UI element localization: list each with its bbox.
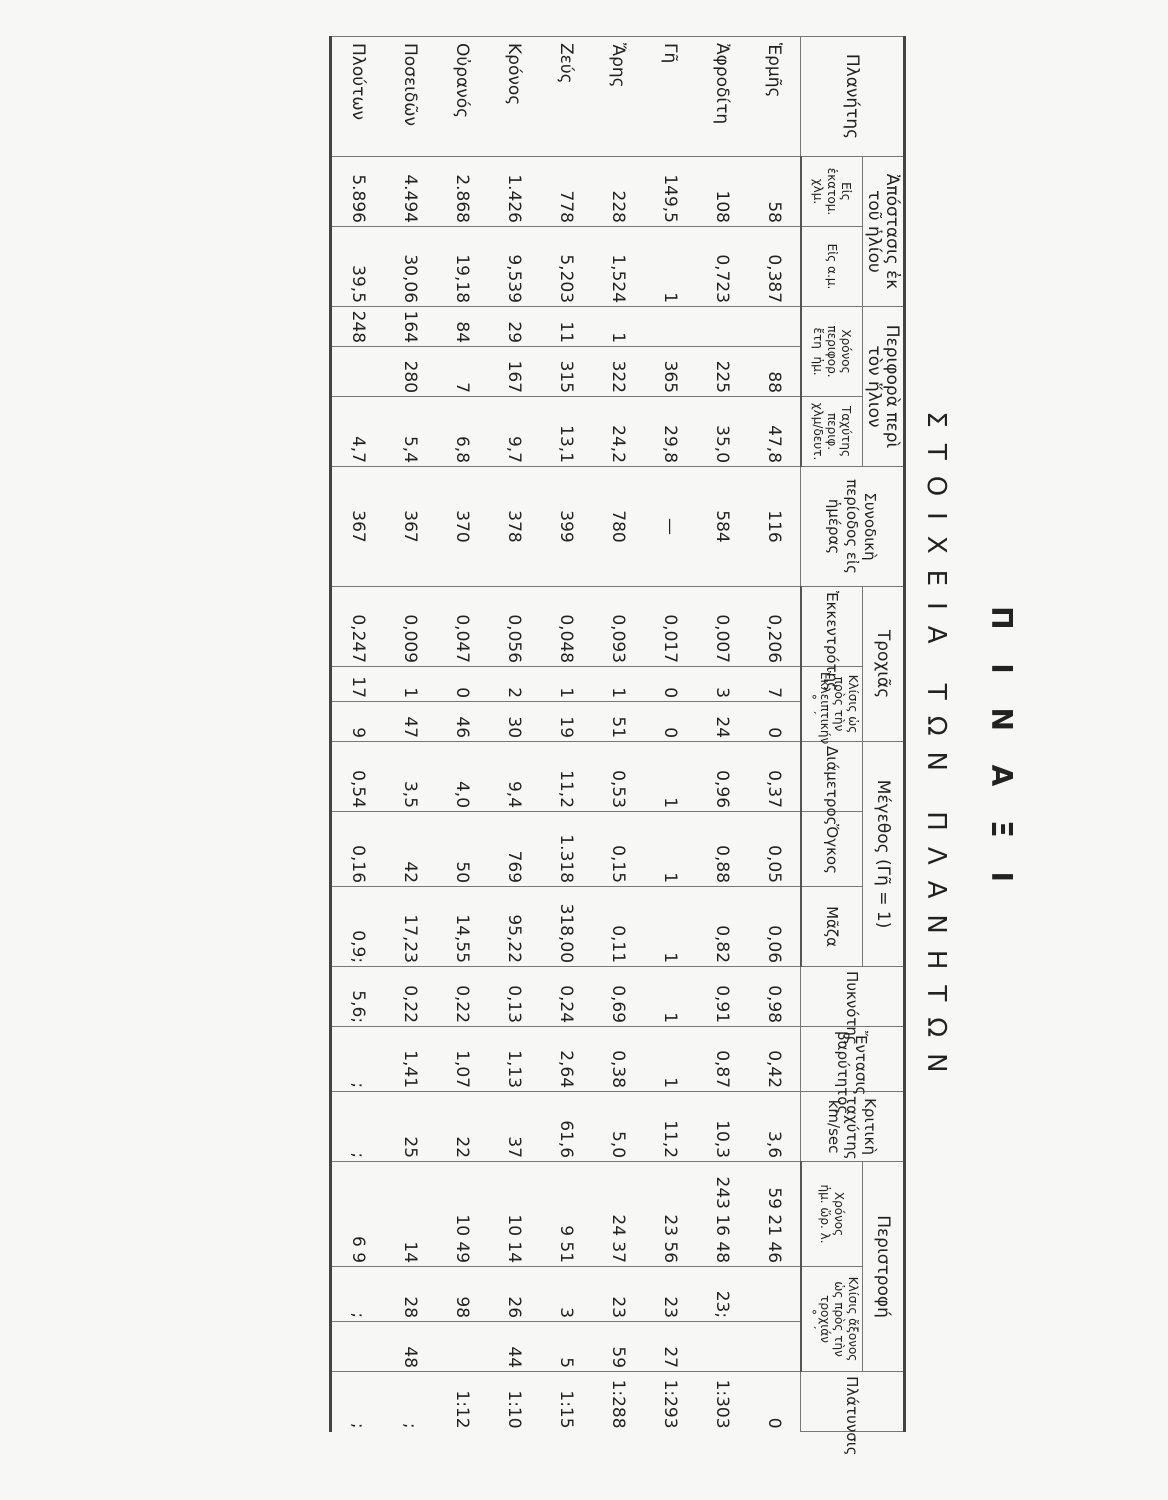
cell-ecc: 0,048	[540, 587, 592, 667]
cell-esc: 5,0	[592, 1092, 644, 1162]
planet-name-cell: Ἑρμῆς	[748, 37, 801, 157]
cell-ideg: 1	[540, 667, 592, 702]
table-row	[540, 37, 592, 1432]
cell-imin: 46	[436, 702, 488, 742]
cell-syn: 116	[748, 467, 801, 587]
planet-data-table	[329, 36, 906, 1456]
header-size: Μέγεθος (Γῆ = 1)	[863, 742, 905, 967]
cell-vol: 1.318	[540, 812, 592, 887]
cell-esc: 61,6	[540, 1092, 592, 1162]
cell-vol: 50	[436, 812, 488, 887]
cell-dens: 0,98	[748, 967, 801, 1027]
cell-grav: 1,41	[384, 1027, 436, 1092]
cell-tdeg: ;	[331, 1267, 385, 1322]
header-inclination	[801, 667, 863, 745]
cell-syn: 584	[696, 467, 748, 587]
cell-flat: 1:293	[644, 1372, 696, 1432]
cell-tdeg: 28	[384, 1267, 436, 1322]
header-synodic: Συνοδικὴ περίοδος εἰς ἡμέρας	[801, 467, 905, 587]
cell-imin: 0	[644, 702, 696, 742]
cell-ecc: 0,007	[696, 587, 748, 667]
cell-ideg: 7	[748, 667, 801, 702]
cell-speed: 5,4	[384, 397, 436, 467]
header-flattening: Πλάτυνσις	[801, 1372, 905, 1432]
table-title: ΣΤΟΙΧΕΙΑ ΤΩΝ ΠΛΑΝΗΤΩΝ	[921, 411, 951, 1089]
cell-flat: ;	[331, 1372, 385, 1432]
cell-tmin	[331, 1322, 385, 1372]
cell-flat: ;	[384, 1372, 436, 1432]
cell-tmin: 59	[592, 1322, 644, 1372]
cell-ecc: 0,093	[592, 587, 644, 667]
table-body	[331, 37, 802, 1432]
cell-ideg: 1	[592, 667, 644, 702]
cell-rot: 24 37	[592, 1162, 644, 1267]
cell-esc: 3,6	[748, 1092, 801, 1162]
cell-dkm: 108	[696, 157, 748, 227]
cell-pd: 280	[384, 347, 436, 397]
cell-dau: 1,524	[592, 227, 644, 307]
cell-pd: 88	[748, 347, 801, 397]
cell-flat: 0	[748, 1372, 801, 1432]
header-rotation-time-units: ἡμ. ὥρ. λ.	[818, 1184, 832, 1244]
header-planet: Πλανήτης	[801, 37, 905, 157]
header-mass: Μᾶζα	[801, 887, 863, 967]
cell-rot: 9 51	[540, 1162, 592, 1267]
table-row	[696, 37, 748, 1432]
cell-imin: 30	[488, 702, 540, 742]
cell-rot: 23 56	[644, 1162, 696, 1267]
cell-dau: 30,06	[384, 227, 436, 307]
header-axis-tilt-label: Κλίσις ἄξονος ὡς πρὸς τὴν τροχιάν	[818, 1276, 860, 1362]
cell-dau: 0,723	[696, 227, 748, 307]
header-axis-tilt-deg: °	[804, 1308, 818, 1315]
header-diameter: Διάμετρος	[801, 742, 863, 812]
cell-syn: 367	[331, 467, 385, 587]
cell-tmin	[696, 1322, 748, 1372]
cell-pd: 365	[644, 347, 696, 397]
cell-dau: 1	[644, 227, 696, 307]
cell-syn: —	[644, 467, 696, 587]
cell-imin: 51	[592, 702, 644, 742]
cell-grav: 0,42	[748, 1027, 801, 1092]
cell-pd: 7	[436, 347, 488, 397]
planet-name-cell: Ἀφροδίτη	[696, 37, 748, 157]
cell-dau: 19,18	[436, 227, 488, 307]
cell-grav: 1,07	[436, 1027, 488, 1092]
cell-grav: 0,87	[696, 1027, 748, 1092]
cell-dens: 0,91	[696, 967, 748, 1027]
cell-ecc: 0,047	[436, 587, 488, 667]
cell-imin: 24	[696, 702, 748, 742]
cell-mass: 1	[644, 887, 696, 967]
header-rotation-time-label: Χρόνος	[832, 1191, 846, 1237]
cell-ecc: 0,206	[748, 587, 801, 667]
cell-speed: 47,8	[748, 397, 801, 467]
cell-mass: 0,9;	[331, 887, 385, 967]
cell-vol: 0,88	[696, 812, 748, 887]
cell-mass: 17,23	[384, 887, 436, 967]
header-period	[801, 307, 863, 397]
cell-imin: 47	[384, 702, 436, 742]
cell-dkm: 4.494	[384, 157, 436, 227]
cell-tmin: 48	[384, 1322, 436, 1372]
planet-name-cell: Γῆ	[644, 37, 696, 157]
cell-dkm: 5.896	[331, 157, 385, 227]
cell-mass: 0,06	[748, 887, 801, 967]
planet-name-cell: Ἄρης	[592, 37, 644, 157]
cell-tdeg: 98	[436, 1267, 488, 1322]
cell-diam: 0,54	[331, 742, 385, 812]
cell-syn: 780	[592, 467, 644, 587]
header-distance: Ἀπόστασις ἐκ τοῦ ἡλίου	[863, 157, 905, 307]
cell-syn: 367	[384, 467, 436, 587]
cell-ideg: 0	[644, 667, 696, 702]
cell-py: 1	[592, 307, 644, 347]
cell-vol: 0,05	[748, 812, 801, 887]
header-period-label: Χρόνος περιφορ.	[825, 325, 853, 378]
cell-ideg: 1	[384, 667, 436, 702]
cell-tdeg: 3	[540, 1267, 592, 1322]
cell-rot: 14	[384, 1162, 436, 1267]
cell-py	[696, 307, 748, 347]
cell-mass: 0,11	[592, 887, 644, 967]
table-row	[384, 37, 436, 1432]
cell-tmin	[436, 1322, 488, 1372]
cell-vol: 0,15	[592, 812, 644, 887]
cell-imin: 19	[540, 702, 592, 742]
cell-dau: 9,539	[488, 227, 540, 307]
header-distance-km: Εἰς ἑκατομ. χλμ.	[801, 157, 863, 227]
cell-esc: 10,3	[696, 1092, 748, 1162]
cell-ideg: 2	[488, 667, 540, 702]
cell-pd: 167	[488, 347, 540, 397]
cell-diam: 0,37	[748, 742, 801, 812]
cell-diam: 0,96	[696, 742, 748, 812]
cell-tdeg: 23;	[696, 1267, 748, 1322]
cell-dkm: 2.868	[436, 157, 488, 227]
cell-dkm: 228	[592, 157, 644, 227]
cell-pd: 322	[592, 347, 644, 397]
cell-py: 84	[436, 307, 488, 347]
planet-name-cell: Ποσειδῶν	[384, 37, 436, 157]
header-distance-au: Εἰς α.μ.	[801, 227, 863, 307]
cell-tdeg: 23	[644, 1267, 696, 1322]
header-orbit: Τροχιᾶς	[863, 587, 905, 742]
cell-dens: 5,6;	[331, 967, 385, 1027]
cell-ecc: 0,009	[384, 587, 436, 667]
header-speed: Ταχύτης περιφ. χλμ/δευτ.	[801, 397, 863, 467]
cell-esc: 25	[384, 1092, 436, 1162]
cell-diam: 9,4	[488, 742, 540, 812]
planet-name-cell: Πλούτων	[331, 37, 385, 157]
cell-py: 164	[384, 307, 436, 347]
cell-dkm: 58	[748, 157, 801, 227]
table-row	[488, 37, 540, 1432]
cell-speed: 4,7	[331, 397, 385, 467]
cell-syn: 399	[540, 467, 592, 587]
cell-mass: 0,82	[696, 887, 748, 967]
header-axis-tilt	[801, 1267, 863, 1372]
cell-tmin: 27	[644, 1322, 696, 1372]
cell-esc: ;	[331, 1092, 385, 1162]
header-period-days: ἡμ.	[811, 356, 825, 376]
cell-vol: 42	[384, 812, 436, 887]
cell-diam: 3,5	[384, 742, 436, 812]
cell-py: 11	[540, 307, 592, 347]
cell-vol: 769	[488, 812, 540, 887]
cell-rot: 10 14	[488, 1162, 540, 1267]
cell-ecc: 0,056	[488, 587, 540, 667]
cell-py: 29	[488, 307, 540, 347]
cell-diam: 1	[644, 742, 696, 812]
cell-rot: 10 49	[436, 1162, 488, 1267]
cell-grav: ;	[331, 1027, 385, 1092]
table-row	[436, 37, 488, 1432]
cell-mass: 318,00	[540, 887, 592, 967]
cell-syn: 370	[436, 467, 488, 587]
header-density: Πυκνότης	[801, 967, 905, 1027]
cell-dens: 0,24	[540, 967, 592, 1027]
header-inclination-min: ′	[804, 711, 818, 715]
cell-esc: 22	[436, 1092, 488, 1162]
header-period-years: ἔτη	[811, 327, 825, 349]
page-heading	[921, 0, 1018, 1500]
cell-dens: 1	[644, 967, 696, 1027]
cell-tdeg	[748, 1267, 801, 1322]
cell-speed: 13,1	[540, 397, 592, 467]
cell-rot: 59 21 46	[748, 1162, 801, 1267]
cell-dkm: 149,5	[644, 157, 696, 227]
cell-flat: 1:288	[592, 1372, 644, 1432]
cell-tmin: 44	[488, 1322, 540, 1372]
header-eccentricity: Ἐκκεντρότης	[801, 587, 863, 667]
header-revolution: Περιφορὰ περὶ τὸν ἥλιον	[863, 307, 905, 467]
cell-dens: 0,22	[384, 967, 436, 1027]
table-row	[592, 37, 644, 1432]
cell-grav: 1	[644, 1027, 696, 1092]
cell-py	[644, 307, 696, 347]
header-rotation-time	[801, 1162, 863, 1267]
cell-pd	[331, 347, 385, 397]
cell-dens: 0,13	[488, 967, 540, 1027]
cell-ideg: 0	[436, 667, 488, 702]
cell-ecc: 0,017	[644, 587, 696, 667]
cell-speed: 35,0	[696, 397, 748, 467]
header-inclination-label: Κλίσις ὡς πρὸς τὴν Ἐκλειπτικήν	[818, 671, 860, 745]
cell-flat: 1:10	[488, 1372, 540, 1432]
header-axis-tilt-min: ′	[804, 1326, 818, 1330]
cell-speed: 24,2	[592, 397, 644, 467]
cell-syn: 378	[488, 467, 540, 587]
cell-pd: 315	[540, 347, 592, 397]
header-gravity: Ἔντασις βαρύτητος	[801, 1027, 905, 1092]
cell-ideg: 17	[331, 667, 385, 702]
cell-speed: 29,8	[644, 397, 696, 467]
cell-grav: 2,64	[540, 1027, 592, 1092]
cell-diam: 0,53	[592, 742, 644, 812]
table-number: Π Ι Ν Α Ξ Ι	[985, 606, 1018, 894]
cell-imin: 9	[331, 702, 385, 742]
cell-rot: 243 16 48	[696, 1162, 748, 1267]
planet-name-cell: Οὐρανός	[436, 37, 488, 157]
table-row	[331, 37, 385, 1432]
cell-imin: 0	[748, 702, 801, 742]
cell-py: 248	[331, 307, 385, 347]
cell-speed: 6,8	[436, 397, 488, 467]
planet-name-cell: Ζεύς	[540, 37, 592, 157]
cell-esc: 37	[488, 1092, 540, 1162]
cell-dau: 39,5	[331, 227, 385, 307]
cell-dens: 0,22	[436, 967, 488, 1027]
header-escape: Κριτικὴ ταχύτης km/sec	[801, 1092, 905, 1162]
cell-dkm: 1.426	[488, 157, 540, 227]
cell-grav: 0,38	[592, 1027, 644, 1092]
table-row	[748, 37, 801, 1432]
cell-pd: 225	[696, 347, 748, 397]
cell-flat: 1:15	[540, 1372, 592, 1432]
header-rotation: Περιστροφή	[863, 1162, 905, 1372]
cell-dkm: 778	[540, 157, 592, 227]
cell-dau: 5,203	[540, 227, 592, 307]
cell-tmin: 5	[540, 1322, 592, 1372]
cell-tdeg: 23	[592, 1267, 644, 1322]
cell-ideg: 3	[696, 667, 748, 702]
cell-diam: 11,2	[540, 742, 592, 812]
header-volume: Ὄγκος	[801, 812, 863, 887]
cell-tmin	[748, 1322, 801, 1372]
cell-mass: 95,22	[488, 887, 540, 967]
cell-rot: 6 9	[331, 1162, 385, 1267]
table-row	[644, 37, 696, 1432]
cell-flat: 1:303	[696, 1372, 748, 1432]
cell-vol: 0,16	[331, 812, 385, 887]
cell-dens: 0,69	[592, 967, 644, 1027]
cell-mass: 14,55	[436, 887, 488, 967]
cell-flat: 1:12	[436, 1372, 488, 1432]
cell-speed: 9,7	[488, 397, 540, 467]
planet-name-cell: Κρόνος	[488, 37, 540, 157]
cell-grav: 1,13	[488, 1027, 540, 1092]
cell-vol: 1	[644, 812, 696, 887]
cell-ecc: 0,247	[331, 587, 385, 667]
cell-dau: 0,387	[748, 227, 801, 307]
cell-tdeg: 26	[488, 1267, 540, 1322]
cell-diam: 4,0	[436, 742, 488, 812]
cell-py	[748, 307, 801, 347]
header-inclination-deg: °	[804, 693, 818, 700]
cell-esc: 11,2	[644, 1092, 696, 1162]
